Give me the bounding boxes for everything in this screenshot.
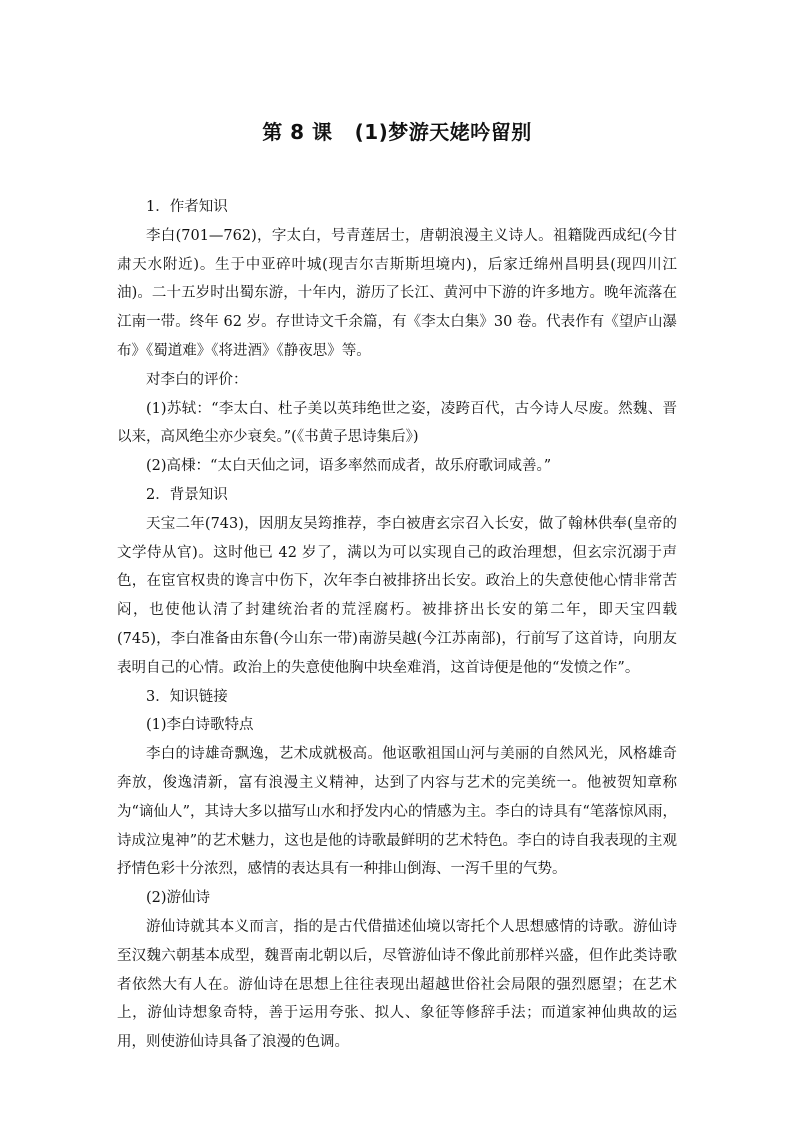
- section-heading-background: 2．背景知识: [146, 486, 228, 503]
- lesson-name: (1)梦游天姥吟留别: [354, 120, 532, 144]
- subheading-poetry-features: (1)李白诗歌特点: [146, 717, 254, 734]
- subheading-immortal-poetry: (2)游仙诗: [146, 890, 211, 907]
- background-paragraph: 天宝二年(743)，因朋友吴筠推荐，李白被唐玄宗召入长安，做了翰林供奉(皇帝的文学侍从官)。这时他已 42 岁了，满以为可以实现自己的政治理想，但玄宗沉溺于声色，在宦官权贵的谗言中伤下，次年李白被排挤出长安。政治上的失意使他心情非常苦闷，也使他认清了封建统治者的荒淫腐朽。被排挤出长安的第二年，即天宝四载(745)，李白准备由东鲁(今山东一带)南游吴越(今江苏南部)，行前写了这首诗，向朋友表明自己的心情。政治上的失意使他胸中块垒难消，这首诗便是他的“发愤之作”。: [117, 515, 677, 676]
- evaluation-gao-bing: (2)高棅：“太白天仙之词，语多率然而成者，故乐府歌词咸善。”: [146, 458, 552, 475]
- lesson-number: 第 8 课: [262, 120, 333, 144]
- document-body: [117, 193, 677, 1057]
- section-heading-author: 1．作者知识: [146, 199, 228, 215]
- evaluation-intro: 对李白的评价：: [146, 371, 248, 388]
- poetry-features-paragraph: 李白的诗雄奇飘逸，艺术成就极高。他讴歌祖国山河与美丽的自然风光，风格雄奇奔放，俊逸清新，富有浪漫主义精神，达到了内容与艺术的完美统一。他被贺知章称为“谪仙人”，其诗大多以描写山水和抒发内心的情感为主。李白的诗具有“笔落惊风雨，诗成泣鬼神”的艺术魅力，这也是他的诗歌最鲜明的艺术特色。李白的诗自我表现的主观抒情色彩十分浓烈，感情的表达具有一种排山倒海、一泻千里的气势。: [117, 746, 677, 878]
- author-bio-paragraph: 李白(701—762)，字太白，号青莲居士，唐朝浪漫主义诗人。祖籍陇西成纪(今甘肃天水附近)。生于中亚碎叶城(现吉尔吉斯斯坦境内)，后家迁绵州昌明县(现四川江油)。二十五岁时出蜀东游，十年内，游历了长江、黄河中下游的许多地方。晚年流落在江南一带。终年 62 岁。存世诗文千余篇，有《李太白集》30 卷。代表作有《望庐山瀑布》《蜀道难》《将进酒》《静夜思》等。: [117, 227, 677, 359]
- page-title: [0, 116, 794, 145]
- section-heading-knowledge-link: 3．知识链接: [146, 688, 228, 705]
- evaluation-su-shi: (1)苏轼：“李太白、杜子美以英玮绝世之姿，凌跨百代，古今诗人尽废。然魏、晋以来，高风绝尘亦少衰矣。”(《书黄子思诗集后》): [117, 400, 677, 446]
- immortal-poetry-paragraph: 游仙诗就其本义而言，指的是古代借描述仙境以寄托个人思想感情的诗歌。游仙诗至汉魏六朝基本成型，魏晋南北朝以后，尽管游仙诗不像此前那样兴盛，但作此类诗歌者依然大有人在。游仙诗在思想上往往表现出超越世俗社会局限的强烈愿望；在艺术上，游仙诗想象奇特，善于运用夸张、拟人、象征等修辞手法；而道家神仙典故的运用，则使游仙诗具备了浪漫的色调。: [117, 918, 677, 1051]
